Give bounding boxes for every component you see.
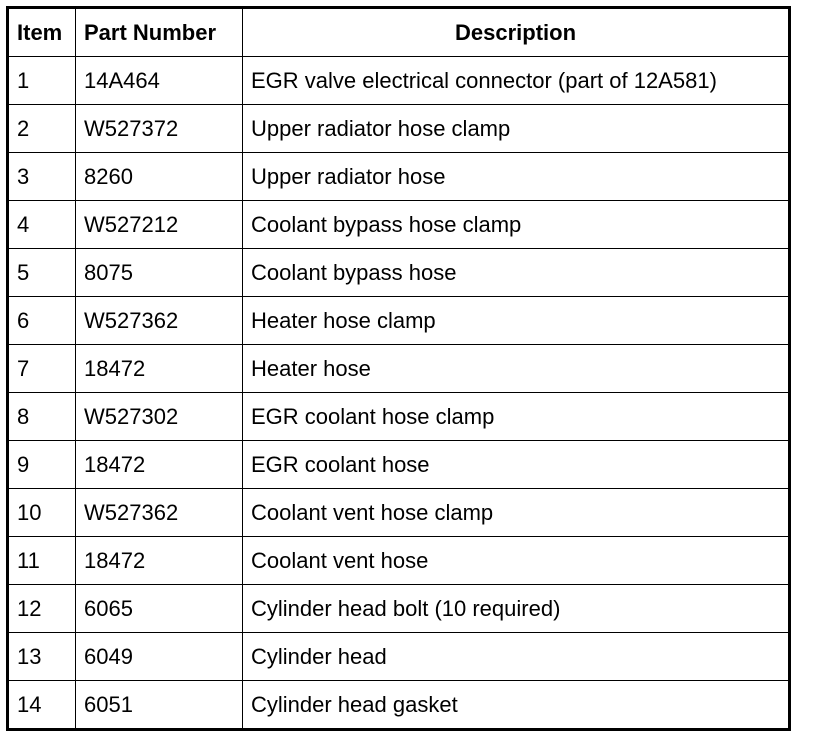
description-cell: Heater hose clamp [243,297,790,345]
description-cell: EGR coolant hose clamp [243,393,790,441]
description-cell: Coolant bypass hose [243,249,790,297]
item-cell: 6 [8,297,76,345]
table-row [8,57,790,105]
description-cell: EGR valve electrical connector (part of 12A581) [243,57,790,105]
table-row [8,489,790,537]
item-cell: 9 [8,441,76,489]
parts-table [6,6,791,731]
description-cell: Heater hose [243,345,790,393]
table-row [8,105,790,153]
item-cell: 14 [8,681,76,730]
table-row [8,201,790,249]
table-row [8,585,790,633]
table-row [8,441,790,489]
table-row [8,681,790,730]
part-number-cell: 8075 [76,249,243,297]
table-header-row [8,8,790,57]
table-row [8,297,790,345]
part-number-cell: 8260 [76,153,243,201]
item-cell: 12 [8,585,76,633]
description-cell: Cylinder head bolt (10 required) [243,585,790,633]
part-number-cell: 6049 [76,633,243,681]
item-cell: 1 [8,57,76,105]
description-cell: Upper radiator hose [243,153,790,201]
table-row [8,633,790,681]
item-cell: 11 [8,537,76,585]
table-row [8,393,790,441]
item-cell: 8 [8,393,76,441]
part-number-cell: 18472 [76,441,243,489]
description-cell: Upper radiator hose clamp [243,105,790,153]
part-number-cell: W527362 [76,297,243,345]
item-cell: 7 [8,345,76,393]
table-row [8,537,790,585]
description-cell: EGR coolant hose [243,441,790,489]
item-cell: 2 [8,105,76,153]
part-number-cell: W527362 [76,489,243,537]
part-number-cell: 14A464 [76,57,243,105]
part-number-cell: W527372 [76,105,243,153]
description-cell: Cylinder head gasket [243,681,790,730]
item-cell: 3 [8,153,76,201]
header-description: Description [243,8,790,57]
header-part-number: Part Number [76,8,243,57]
item-cell: 10 [8,489,76,537]
part-number-cell: 18472 [76,537,243,585]
table-row [8,345,790,393]
item-cell: 5 [8,249,76,297]
item-cell: 4 [8,201,76,249]
part-number-cell: 6065 [76,585,243,633]
item-cell: 13 [8,633,76,681]
description-cell: Coolant vent hose [243,537,790,585]
description-cell: Coolant vent hose clamp [243,489,790,537]
description-cell: Cylinder head [243,633,790,681]
header-item: Item [8,8,76,57]
description-cell: Coolant bypass hose clamp [243,201,790,249]
table-row [8,249,790,297]
part-number-cell: 6051 [76,681,243,730]
part-number-cell: W527212 [76,201,243,249]
table-row [8,153,790,201]
part-number-cell: W527302 [76,393,243,441]
part-number-cell: 18472 [76,345,243,393]
